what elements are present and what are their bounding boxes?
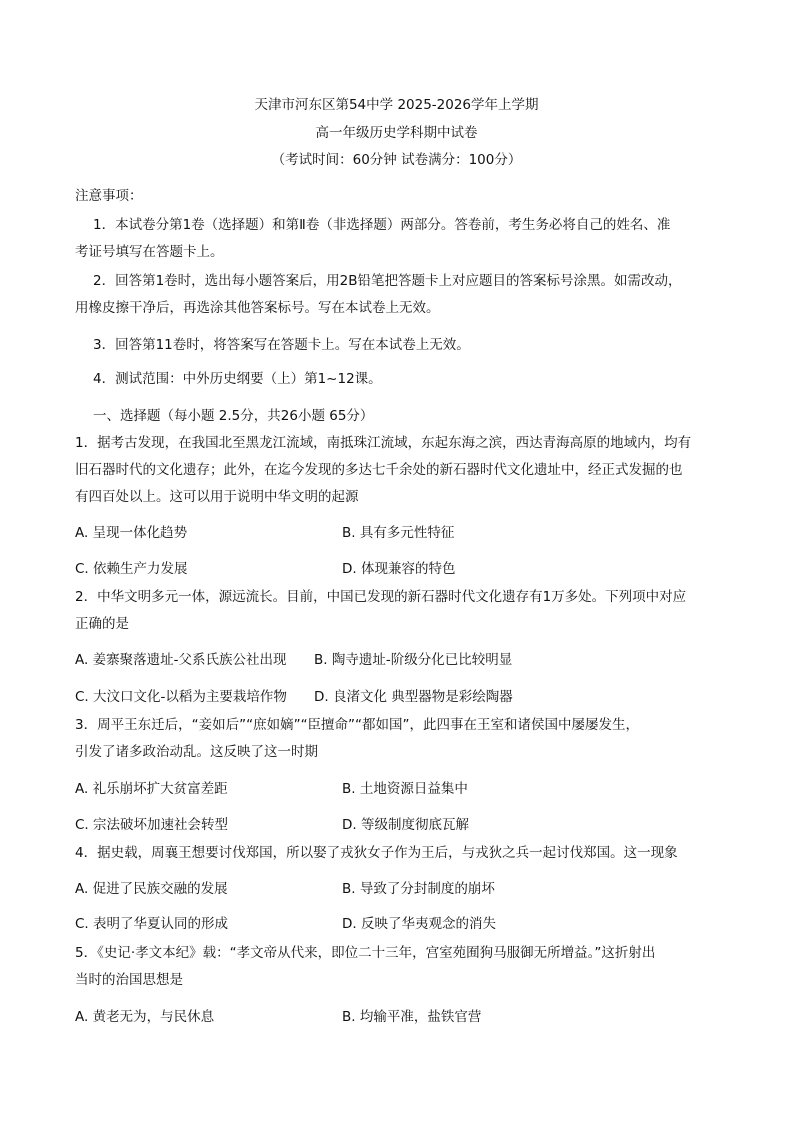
q1-stem-line3: 有四百处以上。这可以用于说明中华文明的起源 [75,489,359,505]
q1-option-c: C. 依赖生产力发展 [75,561,188,577]
q3-option-b: B. 土地资源日益集中 [342,781,468,797]
q2-stem-line1: 2．中华文明多元一体，源远流长。目前，中国已发现的新石器时代文化遗存有1万多处。下列项中对应 [75,589,687,605]
q5-stem-line1: 5．《史记·孝文本纪》载：“孝文帝从代来，即位二十三年，宫室苑囿狗马服御无所增益。”这折射出 [75,945,656,961]
note-2-line2: 用橡皮擦干净后，再选涂其他答案标号。写在本试卷上无效。 [75,300,440,316]
q4-option-a: A. 促进了民族交融的发展 [75,881,228,897]
q3-stem-line1: 3．周平王东迁后，“妾如后”“庶如嫡”“臣擅命”“都如国”，此四事在王室和诸侯国中屡屡发生， [75,717,640,733]
note-1-line1: 1．本试卷分第1卷（选择题）和第Ⅱ卷（非选择题）两部分。答卷前，考生务必将自己的姓名、准 [93,217,671,233]
q5-stem-line2: 当时的治国思想是 [75,972,183,988]
exam-title-subject: 高一年级历史学科期中试卷 [315,125,478,141]
q1-option-d: D. 体现兼容的特色 [342,561,456,577]
q5-option-b: B. 均输平准，盐铁官营 [342,1009,482,1025]
q2-stem-line2: 正确的是 [75,616,129,632]
exam-time-score: （考试时间：60分钟 试卷满分：100分） [271,152,522,168]
q3-option-d: D. 等级制度彻底瓦解 [342,817,469,833]
q3-option-a: A. 礼乐崩坏扩大贫富差距 [75,781,228,797]
note-4: 4．测试范围：中外历史纲要（上）第1~12课。 [93,371,382,387]
note-3: 3．回答第11卷时，将答案写在答题卡上。写在本试卷上无效。 [93,337,470,353]
section-heading: 一、选择题（每小题 2.5分，共26小题 65分） [93,408,374,424]
q3-option-c: C. 宗法破坏加速社会转型 [75,817,229,833]
q1-option-b: B. 具有多元性特征 [342,525,455,541]
q1-option-a: A. 呈现一体化趋势 [75,525,188,541]
q4-option-c: C. 表明了华夏认同的形成 [75,916,229,932]
q5-option-a: A. 黄老无为，与民休息 [75,1009,215,1025]
q2-option-a: A. 姜寨聚落遗址-父系氏族公社出现 [75,652,287,668]
q3-stem-line2: 引发了诸多政治动乱。这反映了这一时期 [75,744,318,760]
q2-option-b: B. 陶寺遗址-阶级分化已比较明显 [314,652,513,668]
q2-option-d: D. 良渚文化 典型器物是彩绘陶器 [314,689,513,705]
exam-title-school: 天津市河东区第54中学 2025-2026学年上学期 [254,97,539,113]
note-2-line1: 2．回答第1卷时，选出每小题答案后，用2B铅笔把答题卡上对应题目的答案标号涂黑。如需改动， [93,273,682,289]
notes-heading: 注意事项： [75,188,143,204]
q4-stem-line1: 4．据史载，周襄王想要讨伐郑国，所以娶了戎狄女子作为王后，与戎狄之兵一起讨伐郑国。这一现象 [75,845,678,861]
q1-stem-line2: 旧石器时代的文化遗存；此外，在迄今发现的多达七千余处的新石器时代文化遗址中，经正式发掘的也 [75,462,683,478]
q1-stem-line1: 1．据考古发现，在我国北至黑龙江流域，南抵珠江流域，东起东海之滨，西达青海高原的地域内，均有 [75,435,692,451]
note-1-line2: 考证号填写在答题卡上。 [75,244,224,260]
q2-option-c: C. 大汶口文化-以稻为主要栽培作物 [75,689,287,705]
q4-option-d: D. 反映了华夷观念的消失 [342,916,496,932]
q4-option-b: B. 导致了分封制度的崩坏 [342,881,495,897]
